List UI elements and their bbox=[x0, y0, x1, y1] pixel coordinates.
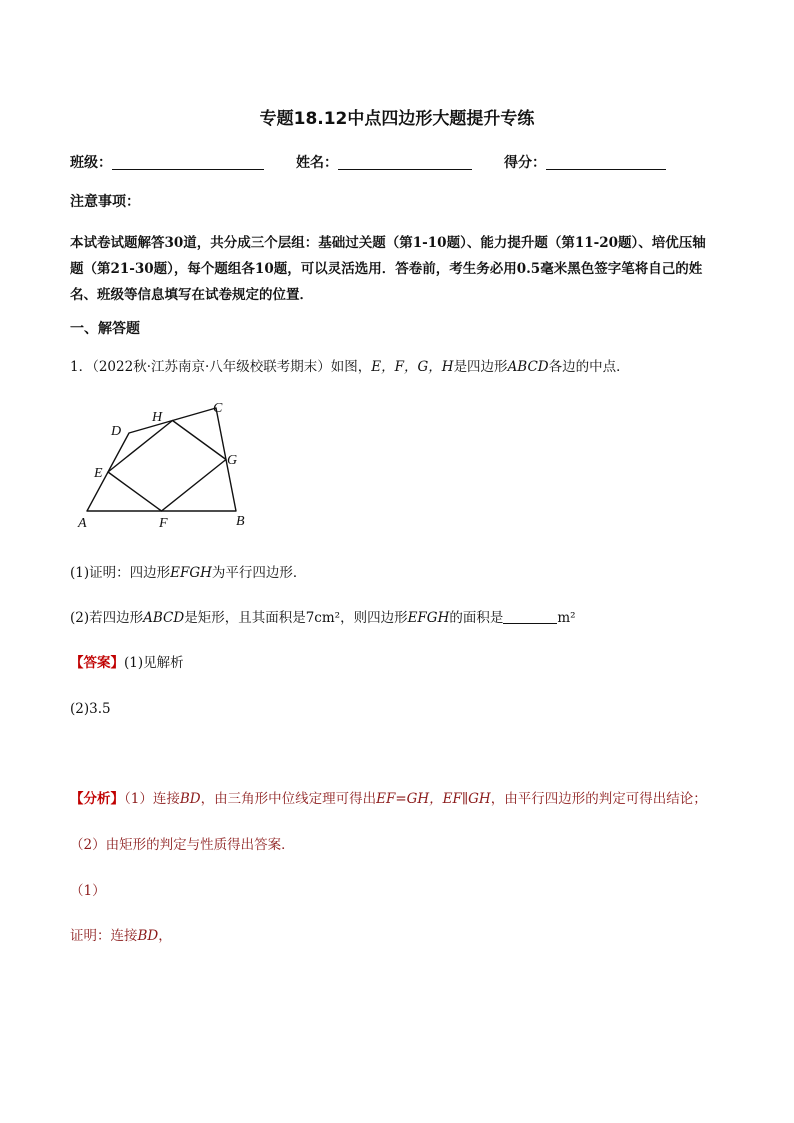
notice-line-3: 名、班级等信息填写在试卷规定的位置． bbox=[70, 287, 313, 303]
part1-text-a: (1)证明：四边形 bbox=[70, 565, 171, 581]
part2-text-b: 是矩形，且其面积是7cm²，则四边形 bbox=[184, 610, 408, 626]
proof-text-b: ， bbox=[158, 928, 172, 944]
score-field[interactable] bbox=[504, 152, 666, 172]
question-stem bbox=[70, 354, 630, 380]
analysis-tag: 【分析】 bbox=[70, 791, 124, 807]
solution-part-label: （1） bbox=[70, 883, 106, 899]
solution-proof-line bbox=[70, 923, 172, 949]
question-points: E，F，G，H bbox=[371, 359, 454, 375]
name-field[interactable] bbox=[296, 152, 472, 172]
label-F: F bbox=[159, 516, 168, 531]
part2-unit: m² bbox=[557, 610, 576, 626]
answer-1: (1)见解析 bbox=[124, 655, 184, 671]
analysis-var-1: BD bbox=[179, 791, 201, 807]
name-label: 姓名： bbox=[296, 155, 338, 171]
question-part-1 bbox=[70, 560, 306, 586]
quadrilateral-figure bbox=[70, 395, 270, 535]
document-title: 专题18.12中点四边形大题提升专练 bbox=[259, 109, 535, 129]
score-blank[interactable] bbox=[546, 154, 666, 170]
label-C: C bbox=[213, 401, 223, 416]
analysis-text-a: （1）连接 bbox=[124, 791, 180, 807]
part2-var-1: ABCD bbox=[143, 610, 185, 626]
label-D: D bbox=[111, 424, 122, 439]
class-field[interactable] bbox=[70, 152, 264, 172]
answer-blank[interactable] bbox=[503, 609, 557, 624]
analysis-text-c: ，由平行四边形的判定可得出结论； bbox=[490, 791, 707, 807]
question-quad: ABCD bbox=[507, 359, 549, 375]
proof-text-a: 证明：连接 bbox=[70, 928, 138, 944]
label-E: E bbox=[94, 466, 103, 481]
part2-text-a: (2)若四边形 bbox=[70, 610, 144, 626]
notice-line-2: 题（第21-30题），每个题组各10题，可以灵活选用．答卷前，考生务必用0.5毫米黑色签字笔将自己的姓 bbox=[70, 261, 703, 277]
notice-heading: 注意事项： bbox=[70, 194, 140, 210]
question-mid: 是四边形 bbox=[453, 359, 508, 375]
answer-line-1 bbox=[70, 650, 184, 676]
analysis-text-b: ，由三角形中位线定理可得出 bbox=[200, 791, 377, 807]
class-label: 班级： bbox=[70, 155, 112, 171]
section-heading: 一、解答题 bbox=[70, 321, 140, 337]
part2-text-c: 的面积是 bbox=[449, 610, 504, 626]
score-label: 得分： bbox=[504, 155, 546, 171]
label-B: B bbox=[236, 514, 245, 529]
part2-var-2: EFGH bbox=[407, 610, 450, 626]
proof-var: BD bbox=[137, 928, 159, 944]
label-A: A bbox=[78, 516, 87, 531]
answer-2: (2)3.5 bbox=[70, 701, 111, 717]
answer-tag: 【答案】 bbox=[70, 655, 124, 671]
name-blank[interactable] bbox=[338, 154, 472, 170]
question-tail: 各边的中点． bbox=[548, 359, 630, 375]
notice-body bbox=[70, 230, 706, 308]
class-blank[interactable] bbox=[112, 154, 264, 170]
question-part-2 bbox=[70, 605, 576, 631]
label-G: G bbox=[227, 453, 238, 468]
analysis-line-1 bbox=[70, 786, 707, 812]
part1-text-b: 为平行四边形． bbox=[211, 565, 307, 581]
analysis-line-2: （2）由矩形的判定与性质得出答案． bbox=[70, 837, 295, 853]
label-H: H bbox=[152, 410, 163, 425]
notice-line-1: 本试卷试题解答30道，共分成三个层组：基础过关题（第1-10题）、能力提升题（第11-20题）、培优压轴 bbox=[70, 235, 706, 251]
analysis-var-2: EF=GH，EF∥GH bbox=[376, 791, 491, 807]
question-lead: 1．（2022秋·江苏南京·八年级校联考期末）如图， bbox=[70, 359, 372, 375]
part1-var: EFGH bbox=[170, 565, 212, 581]
quadrilateral-efgh bbox=[108, 421, 226, 512]
